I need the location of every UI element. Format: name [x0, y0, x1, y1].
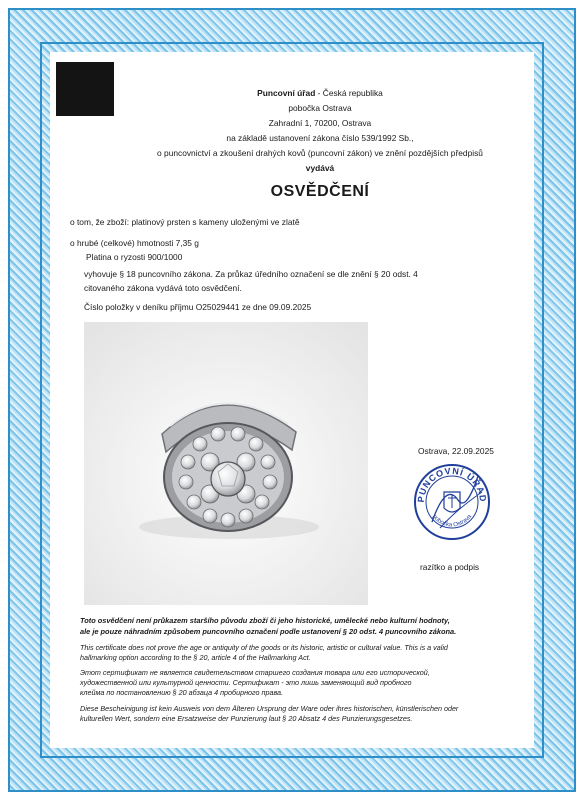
- official-seal: [412, 462, 492, 542]
- disclaimer-ru-2: художественной или культурной ценности. Сертификат - это лишь заменяющий вид пробного: [80, 678, 412, 687]
- disclaimer-en-2: hallmarking option according to the § 20, article 4 of the Hallmarking Act.: [80, 653, 311, 662]
- item-weight: o hrubé (celkové) hmotnosti 7,35 g: [70, 238, 199, 248]
- register-number: Číslo položky v deníku příjmu O25029441 ze dne 09.09.2025: [84, 302, 312, 312]
- issuer-line: [100, 86, 540, 101]
- disclaimer-cz-1: Toto osvědčení není průkazem staršího původu zboží či jeho historické, umělecké nebo kulturní hodnoty,: [80, 616, 450, 625]
- issuer-branch: pobočka Ostrava: [288, 103, 352, 113]
- disclaimer-ru-3: клейма по постановлению § 20 абзаца 4 пробирного права.: [80, 688, 284, 697]
- seal-text-bottom: pobočka Ostrava: [430, 513, 474, 529]
- issues-label: [100, 161, 540, 176]
- disclaimer-de-1: Diese Bescheinigung ist kein Ausweis von dem Älteren Ursprung der Ware oder ihres historischen, künstlerischen oder: [80, 704, 459, 713]
- disclaimer-cz-2: ale je pouze náhradním způsobem puncovního označení podle ustanovení § 20 odst. 4 puncovního zákona.: [80, 627, 457, 636]
- disclaimer-de-2: kulturellen Wert, sondern eine Ersatzweise der Punzierung laut § 20 Absatz 4 des Punzierungsgesetzes.: [80, 714, 413, 723]
- disclaimer-ru-1: Этот сертификат не является свидетельством старшего создания товара или его исторической,: [80, 668, 430, 677]
- law-compliance-1: vyhovuje § 18 puncovního zákona. Za průkaz úředního označení se dle znění § 20 odst. 4: [84, 269, 418, 279]
- law-compliance-2: citovaného zákona vydává toto osvědčení.: [84, 283, 242, 293]
- item-description: o tom, že zboží: platinový prsten s kameny uloženými ve zlatě: [70, 217, 300, 227]
- issuer-country: - Česká republika: [315, 88, 383, 98]
- issue-date: Ostrava, 22.09.2025: [418, 446, 494, 456]
- item-fineness: Platina o ryzosti 900/1000: [86, 252, 183, 262]
- issues-text: vydává: [305, 163, 335, 173]
- issuer-name: Puncovní úřad: [257, 88, 316, 98]
- seal-text-top: PUNCOVNÍ ÚŘAD: [415, 465, 489, 503]
- signature-label: razítko a podpis: [420, 562, 480, 572]
- law-reference-2: o puncovnictví a zkoušení drahých kovů (puncovní zákon) ve znění pozdějších předpisů: [157, 148, 483, 158]
- law-reference-1: na základě ustanovení zákona číslo 539/1992 Sb.,: [226, 133, 414, 143]
- certificate-title: OSVĚDČENÍ: [270, 183, 370, 200]
- ring-photo: [84, 322, 368, 605]
- disclaimer-en-1: This certificate does not prove the age or antiquity of the goods or its historic, artistic or cultural value. This is a valid: [80, 643, 448, 652]
- issuer-address: Zahradní 1, 70200, Ostrava: [268, 118, 372, 128]
